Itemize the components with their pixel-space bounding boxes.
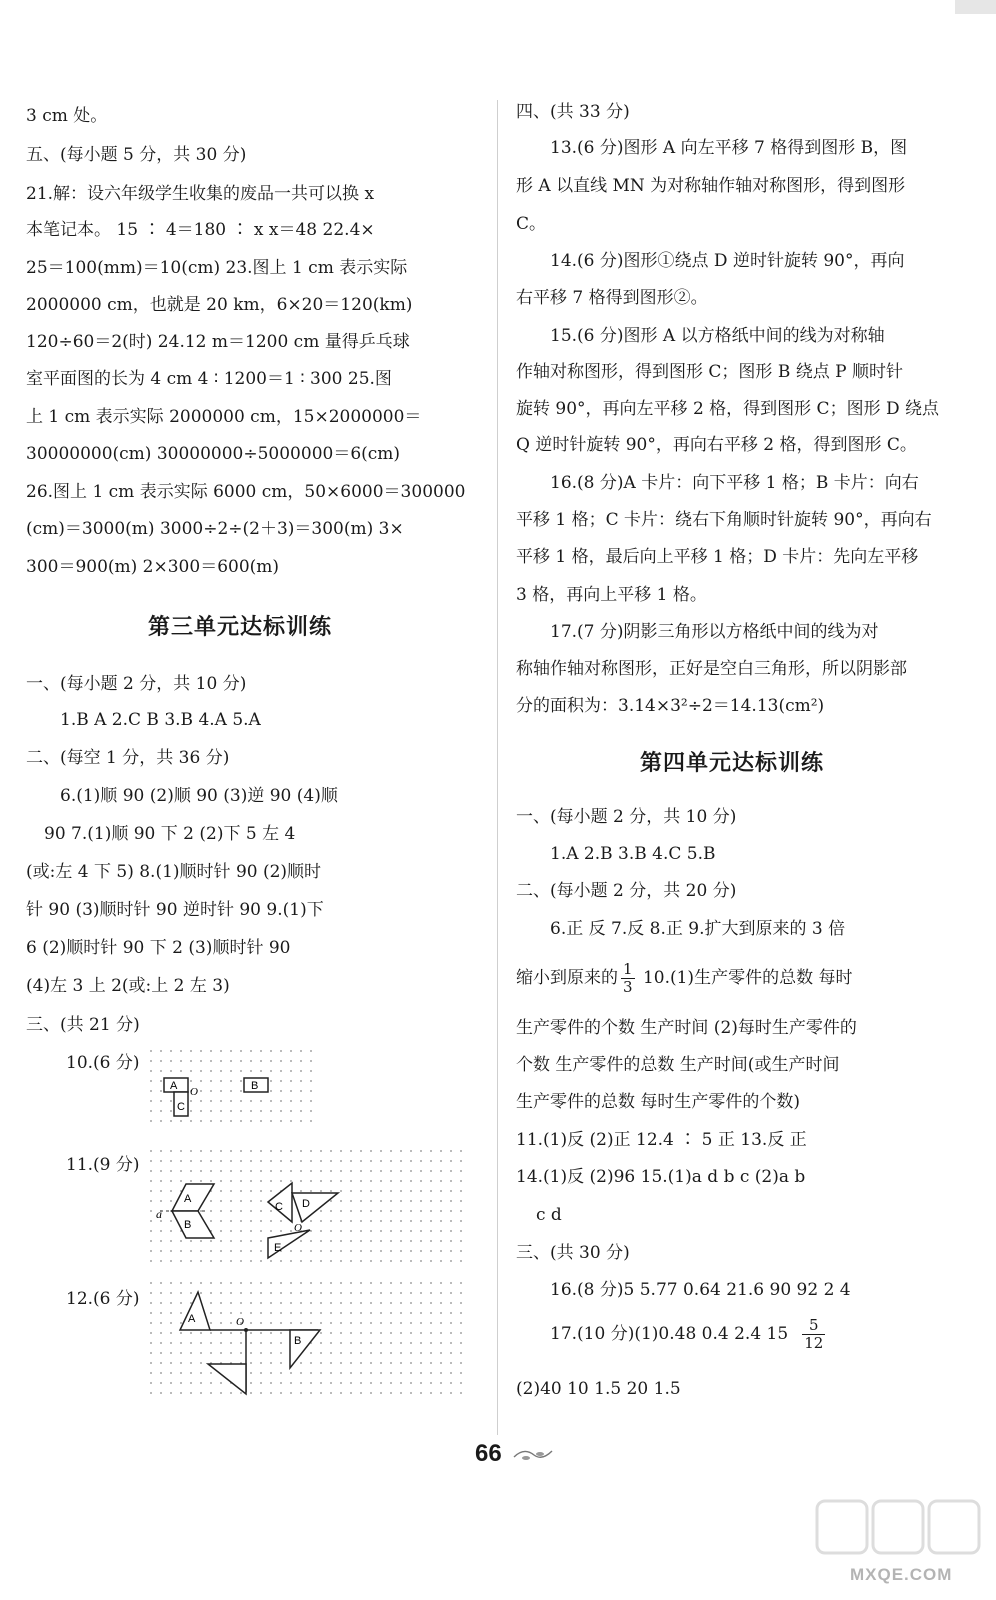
answer-line: 6 (2)顺时针 90 下 2 (3)顺时针 90 <box>26 938 291 958</box>
section-heading: 一、(每小题 2 分，共 10 分) <box>26 674 247 694</box>
answer-line: (cm)＝3000(m) 3000÷2÷(2＋3)＝300(m) 3× <box>26 519 404 539</box>
answer-line: 11.(1)反 (2)正 12.4 ∶ 5 正 13.反 正 <box>516 1130 807 1150</box>
label-o: O <box>294 1222 302 1234</box>
unit-four-title: 第四单元达标训练 <box>640 750 825 776</box>
answer-line-fraction <box>516 958 852 998</box>
section-heading: 一、(每小题 2 分，共 10 分) <box>516 807 737 827</box>
answer-text: 10.(1)生产零件的总数 每时 <box>637 968 853 988</box>
answer-line: 针 90 (3)顺时针 90 逆时针 90 9.(1)下 <box>26 900 324 920</box>
answer-line: 26.图上 1 cm 表示实际 6000 cm，50×6000＝300000 <box>26 482 466 502</box>
label-b: B <box>184 1219 192 1231</box>
question-label: 10.(6 分) <box>66 1053 140 1073</box>
figure-11-grid <box>150 1150 470 1262</box>
answer-line: 个数 生产零件的总数 生产时间(或生产时间 <box>516 1055 840 1075</box>
label-o: O <box>236 1316 244 1328</box>
section-heading: 五、(每小题 5 分，共 30 分) <box>26 145 247 165</box>
label-e: E <box>274 1242 282 1254</box>
fraction-one-third <box>621 961 635 996</box>
answer-line: 生产零件的个数 生产时间 (2)每时生产零件的 <box>516 1018 857 1038</box>
answer-line: Q 逆时针旋转 90°，再向右平移 2 格，得到图形 C。 <box>516 435 917 455</box>
answer-line: 上 1 cm 表示实际 2000000 cm，15×2000000＝ <box>26 407 422 427</box>
answer-line: 6.(1)顺 90 (2)顺 90 (3)逆 90 (4)顺 <box>60 786 338 806</box>
label-a: A <box>184 1193 192 1205</box>
page-number: 66 <box>475 1440 502 1467</box>
answer-line: 室平面图的长为 4 cm 4 ∶ 1200＝1 ∶ 300 25.图 <box>26 369 392 389</box>
answer-text: 缩小到原来的 <box>516 968 618 988</box>
answer-line: 2000000 cm，也就是 20 km，6×20＝120(km) <box>26 295 413 315</box>
label-b: B <box>251 1080 259 1092</box>
section-heading: 四、(共 33 分) <box>516 102 630 122</box>
answer-line: 16.(8 分)A 卡片：向下平移 1 格；B 卡片：向右 <box>550 473 919 493</box>
answer-text: 17.(10 分)(1)0.48 0.4 2.4 15 <box>550 1324 789 1344</box>
answer-line: 1.B A 2.C B 3.B 4.A 5.A <box>60 710 261 730</box>
answer-line: 生产零件的总数 每时生产零件的个数) <box>516 1092 801 1112</box>
column-divider <box>497 100 498 1435</box>
answer-line: (2)40 10 1.5 20 1.5 <box>516 1379 681 1399</box>
leaf-ornament-icon <box>512 1445 554 1465</box>
answer-line: 14.(6 分)图形①绕点 D 逆时针旋转 90°，再向 <box>550 251 905 271</box>
question-label: 12.(6 分) <box>66 1289 140 1309</box>
fraction-numerator: 1 <box>623 960 633 978</box>
answer-line: 本笔记本。 15 ∶ 4＝180 ∶ x x＝48 22.4× <box>26 220 375 240</box>
answer-line: 30000000(cm) 30000000÷5000000＝6(cm) <box>26 444 401 464</box>
section-heading: 三、(共 30 分) <box>516 1243 630 1263</box>
answer-line: 3 格，再向上平移 1 格。 <box>516 585 707 605</box>
answer-line: 形 A 以直线 MN 为对称轴作轴对称图形，得到图形 <box>516 176 906 196</box>
label-b: B <box>294 1335 302 1347</box>
label-a: A <box>188 1313 196 1325</box>
fraction-denominator: 12 <box>804 1334 824 1352</box>
fraction-five-twelfths <box>802 1317 825 1352</box>
answer-line: 右平移 7 格得到图形②。 <box>516 288 708 308</box>
section-heading: 二、(每空 1 分，共 36 分) <box>26 748 230 768</box>
fraction-denominator: 3 <box>623 978 633 996</box>
answer-line-fraction <box>550 1314 828 1354</box>
answer-line: 称轴作轴对称图形，正好是空白三角形，所以阴影部 <box>516 659 907 679</box>
answer-line: 作轴对称图形，得到图形 C；图形 B 绕点 P 顺时针 <box>516 362 903 382</box>
answer-line: 3 cm 处。 <box>26 106 108 126</box>
answer-line: C。 <box>516 214 547 234</box>
answer-line: 120÷60＝2(时) 24.12 m＝1200 cm 量得乒乓球 <box>26 332 410 352</box>
answer-line: (或:左 4 下 5) 8.(1)顺时针 90 (2)顺时 <box>26 862 322 882</box>
answer-line: (4)左 3 上 2(或:上 2 左 3) <box>26 976 230 996</box>
section-heading: 三、(共 21 分) <box>26 1015 140 1035</box>
fraction-numerator: 5 <box>802 1317 825 1335</box>
answer-line: 17.(7 分)阴影三角形以方格纸中间的线为对 <box>550 622 879 642</box>
answer-line: 14.(1)反 (2)96 15.(1)a d b c (2)a b <box>516 1167 806 1187</box>
label-axis-a: a <box>156 1207 162 1221</box>
point-o <box>244 1328 248 1332</box>
label-c: C <box>177 1101 185 1113</box>
answer-line: 15.(6 分)图形 A 以方格纸中间的线为对称轴 <box>550 326 885 346</box>
unit-three-title: 第三单元达标训练 <box>148 614 333 640</box>
answer-line: 25＝100(mm)＝10(cm) 23.图上 1 cm 表示实际 <box>26 258 408 278</box>
answer-line: 6.正 反 7.反 8.正 9.扩大到原来的 3 倍 <box>550 919 846 939</box>
watermark-text: MXQE.COM <box>850 1565 953 1584</box>
label-c: C <box>275 1201 283 1213</box>
answer-line: 13.(6 分)图形 A 向左平移 7 格得到图形 B，图 <box>550 138 908 158</box>
answer-line: c d <box>536 1205 562 1225</box>
label-a: A <box>170 1080 178 1092</box>
answer-line: 21.解：设六年级学生收集的废品一共可以换 x <box>26 184 375 204</box>
answer-line: 分的面积为：3.14×3²÷2＝14.13(cm²) <box>516 696 825 716</box>
answer-line: 1.A 2.B 3.B 4.C 5.B <box>550 844 716 864</box>
answer-line: 300＝900(m) 2×300＝600(m) <box>26 557 280 577</box>
answer-line: 90 7.(1)顺 90 下 2 (2)下 5 左 4 <box>44 824 296 844</box>
question-label: 11.(9 分) <box>66 1155 140 1175</box>
label-d: D <box>302 1198 310 1210</box>
figure-12-grid <box>150 1282 470 1402</box>
label-o: O <box>190 1086 198 1098</box>
section-heading: 二、(每小题 2 分，共 20 分) <box>516 881 737 901</box>
answer-line: 平移 1 格，最后向上平移 1 格；D 卡片：先向左平移 <box>516 547 919 567</box>
scan-corner-mark <box>955 0 996 14</box>
watermark-logo-icon <box>815 1495 985 1563</box>
answer-line: 16.(8 分)5 5.77 0.64 21.6 90 92 2 4 <box>550 1280 851 1300</box>
figure-10-grid <box>150 1050 315 1122</box>
answer-line: 旋转 90°，再向左平移 2 格，得到图形 C；图形 D 绕点 <box>516 399 940 419</box>
answer-line: 平移 1 格；C 卡片：绕右下角顺时针旋转 90°，再向右 <box>516 510 932 530</box>
